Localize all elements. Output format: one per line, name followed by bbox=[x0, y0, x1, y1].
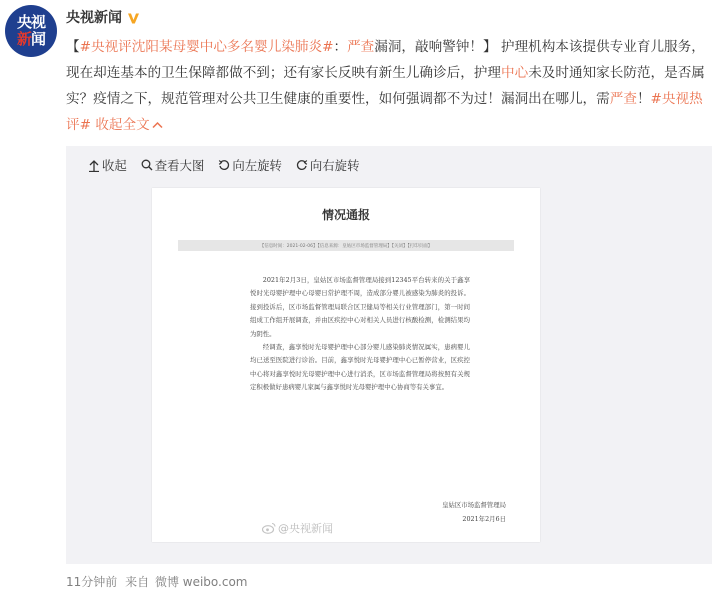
rotate-right-button[interactable] bbox=[296, 156, 360, 174]
author-row bbox=[66, 9, 140, 27]
post-source[interactable]: 微博 weibo.com bbox=[154, 575, 248, 589]
hashtag-link-part1[interactable]: #央视 bbox=[650, 91, 690, 107]
document-signature bbox=[442, 498, 506, 526]
headline-bracket: 【 bbox=[66, 39, 80, 55]
author-name[interactable]: 央视新闻 bbox=[66, 10, 122, 26]
post-text bbox=[66, 34, 711, 138]
collapse-image-label: 收起 bbox=[102, 158, 127, 173]
rotate-left-icon bbox=[218, 159, 230, 171]
rotate-right-label: 向右旋转 bbox=[309, 158, 360, 173]
headline-rest: 漏洞，敲响警钟！】 bbox=[374, 39, 497, 55]
post-time[interactable]: 11分钟前 bbox=[66, 575, 118, 589]
body-text-1: 护理机构本该提供专业育儿服务，现在却连基本的卫生保障都做不到；还有家长反映有新生儿确诊后，护理 bbox=[66, 39, 705, 81]
collapse-text-link[interactable] bbox=[95, 117, 162, 133]
keyword-link[interactable]: 严查 bbox=[347, 39, 375, 55]
from-label: 来自 bbox=[125, 575, 150, 589]
collapse-image-button[interactable] bbox=[88, 156, 127, 174]
rotate-left-label: 向左旋转 bbox=[232, 158, 282, 173]
avatar-line2-a: 新 bbox=[16, 30, 31, 48]
avatar-line2 bbox=[17, 31, 45, 48]
hashtag-link-part3[interactable]: # bbox=[79, 117, 91, 133]
rotate-right-icon bbox=[296, 159, 308, 171]
document-paragraph: 经调查，鑫享悦时光母婴护理中心部分婴儿感染肺炎情况属实，患病婴儿均已送至医院进行诊治。目前，鑫享悦时光母婴护理中心已暂停营业，区疾控中心将对鑫享悦时光母婴护理中心进行消杀，区市场监督管理局将按照有关规定积极做好患病婴儿家属与鑫享悦时光母婴护理中心协商等有关事宜。 bbox=[250, 343, 470, 392]
collapse-text-label: 收起全文 bbox=[95, 117, 150, 133]
document-paragraph: 2021年2月3日，皇姑区市场监督管理局接到12345平台转来的关于鑫享悦时光母婴护理中心母婴日常护理不周，造成部分婴儿被感染为肺炎的投诉。接到投诉后，区市场监督管理局联合区卫健局等相关行业管理部门，第一时间组成工作组开展调查，并由区疾控中心对相关人员进行核酸检测，检测结果均为阴性。 bbox=[250, 276, 470, 338]
headline-colon: ： bbox=[333, 39, 348, 55]
hashtag-link-part2[interactable]: 热评 bbox=[66, 91, 703, 133]
rotate-left-button[interactable] bbox=[218, 156, 282, 174]
signature-date: 2021年2月6日 bbox=[462, 515, 506, 523]
topic-link[interactable]: #央视评沈阳某母婴中心多名婴儿染肺炎# bbox=[79, 39, 334, 55]
verified-v-icon[interactable] bbox=[127, 12, 140, 25]
signature-org: 皇姑区市场监督管理局 bbox=[442, 501, 506, 509]
watermark-text: @央视新闻 bbox=[278, 522, 333, 535]
search-icon bbox=[141, 159, 153, 171]
chevron-up-icon bbox=[152, 121, 163, 129]
view-large-button[interactable] bbox=[141, 156, 205, 174]
document-meta-bar: 【信息时间：2021-02-06】【信息来源：皇姑区市场监督管理局】【关闭】【打印页面】 bbox=[178, 240, 514, 251]
media-preview-panel bbox=[66, 146, 712, 564]
body-text-2: 未及时通知家长防范，是否属实？疫情之下，规范管理对公共卫生健康的重要性，如何强调都不为过！漏洞出在哪儿，需 bbox=[66, 65, 705, 107]
weibo-logo-icon bbox=[262, 522, 276, 534]
avatar-line1: 央视 bbox=[16, 13, 45, 31]
avatar-line2-b: 闻 bbox=[31, 30, 46, 48]
arrow-up-icon bbox=[88, 159, 100, 172]
keyword-link[interactable]: 中心 bbox=[501, 65, 529, 81]
weibo-watermark bbox=[262, 520, 333, 536]
post-footer bbox=[66, 573, 248, 590]
keyword-link[interactable]: 严查 bbox=[609, 91, 637, 107]
announcement-image[interactable] bbox=[152, 188, 540, 542]
document-title: 情况通报 bbox=[321, 208, 370, 222]
avatar[interactable] bbox=[5, 5, 57, 57]
body-text-3: ！ bbox=[636, 91, 651, 107]
view-large-label: 查看大图 bbox=[154, 158, 205, 173]
image-toolbar bbox=[88, 156, 373, 174]
document-body bbox=[250, 274, 470, 395]
